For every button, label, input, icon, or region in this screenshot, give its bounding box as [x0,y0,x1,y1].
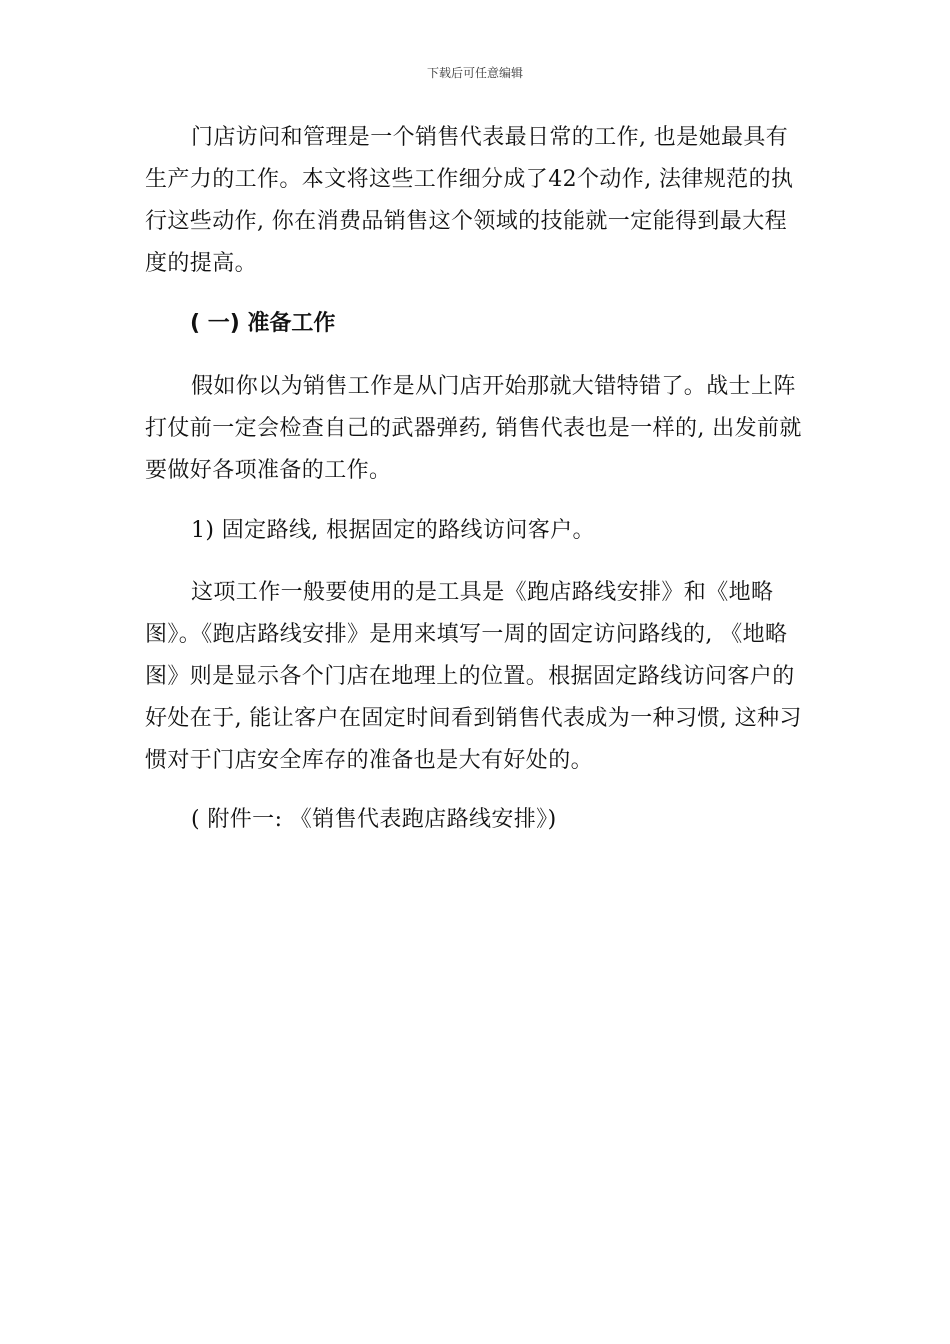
paragraph-attachment-note: ( 附件一: 《销售代表跑店路线安排》) [191,807,557,832]
section-heading-preparation: ( 一) 准备工作 [190,311,336,336]
paragraph-intro: 门店访问和管理是一个销售代表最日常的工作, 也是她最具有生产力的工作。本文将这些工作细分成了42个动作, 法律规范的执行这些动作, 你在消费品销售这个领域的技能就一定能得到最大程度的提高。 [145,125,794,276]
paragraph-preparation: 假如你以为销售工作是从门店开始那就大错特错了。战士上阵打仗前一定会检查自己的武器弹药, 销售代表也是一样的, 出发前就要做好各项准备的工作。 [145,374,802,483]
page-header: 下载后可任意编辑 [426,66,523,80]
paragraph-route-tools: 这项工作一般要使用的是工具是《跑店路线安排》和《地略图》。《跑店路线安排》是用来填写一周的固定访问路线的, 《地略图》则是显示各个门店在地理上的位置。根据固定路线访问客户的好处在于, 能让客户在固定时间看到销售代表成为一种习惯, 这种习惯对于门店安全库存的准备也是大有好处的。 [145,580,802,773]
paragraph-fixed-route: 1) 固定路线, 根据固定的路线访问客户。 [191,518,595,543]
